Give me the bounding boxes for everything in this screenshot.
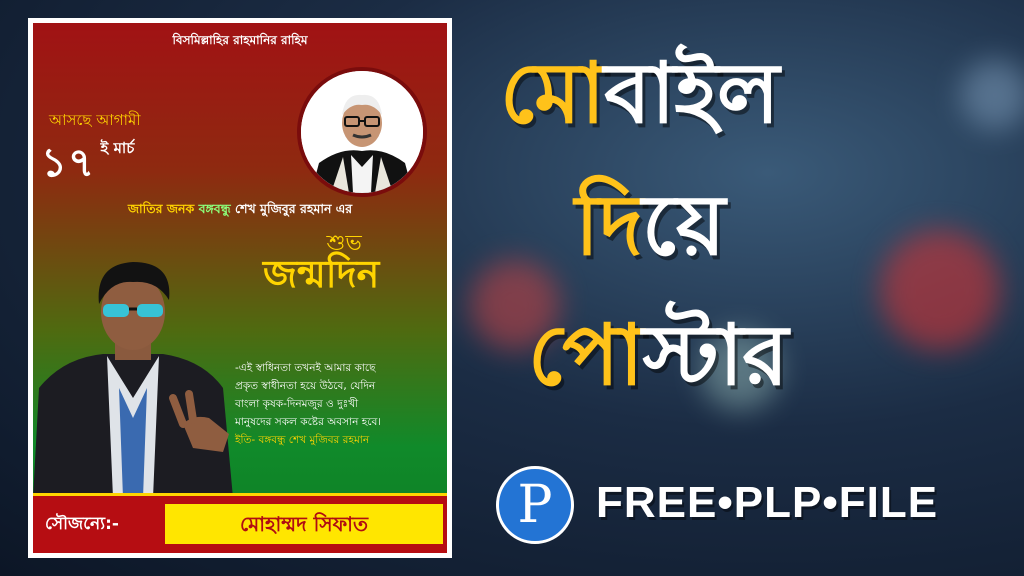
date-month: ই মার্চ	[100, 139, 135, 157]
event-date	[41, 131, 134, 198]
sponsor-footer	[33, 493, 447, 553]
headline-rest: য়ে	[642, 176, 725, 274]
sponsor-name: মোহাম্মদ সিফাত	[165, 504, 443, 544]
headline-accent: মো	[500, 44, 605, 142]
subho-text: শুভ	[326, 231, 362, 256]
quote-line: মানুষদের সকল কষ্টের অবসান হবে।	[235, 416, 382, 428]
pixellab-logo-icon	[496, 466, 574, 544]
quote-signature: ইতি- বঙ্গবন্ধু শেখ মুজিবর রহমান	[235, 434, 370, 446]
sponsor-label: সৌজন্যে:-	[45, 514, 119, 534]
headline-accent: পো	[528, 306, 643, 404]
portrait-icon	[301, 71, 423, 193]
background-bokeh	[960, 60, 1024, 130]
headline-line-1	[500, 28, 779, 169]
date-number: ১৭	[41, 140, 95, 186]
jatir-part-3: শেখ মুজিবুর রহমান এর	[235, 201, 353, 216]
background-bokeh	[880, 230, 1000, 350]
free-plp-file-text: FREE•PLP•FILE	[596, 478, 939, 527]
jatir-part-1: জাতির জনক	[127, 201, 199, 216]
logo-letter: P	[517, 475, 553, 535]
headline-rest: স্টার	[642, 306, 788, 404]
bismillah-text: বিসমিল্লাহির রাহমানির রাহিম	[172, 33, 308, 47]
headline-line-3	[528, 290, 787, 431]
headline-rest: বাইল	[604, 44, 779, 142]
quote-line: প্রকৃত স্বাধীনতা হয়ে উঠবে, যেদিন	[235, 380, 376, 392]
coming-text: আসছে আগামী	[49, 111, 141, 129]
boy-photo	[33, 238, 233, 498]
birthday-poster	[28, 18, 452, 558]
quote-block	[235, 359, 445, 449]
headline-line-2	[575, 160, 724, 301]
happy-birthday-calligraphy	[263, 231, 380, 296]
quote-line: বাংলা কৃষক-দিনমজুর ও দুঃখী	[235, 398, 359, 410]
jatir-part-2: বঙ্গবন্ধু	[198, 201, 236, 216]
quote-line: -এই স্বাধিনতা তখনই আমার কাছে	[235, 362, 376, 374]
headline-accent: দি	[575, 176, 643, 274]
jonmodin-text: জন্মদিন	[263, 251, 380, 296]
father-of-nation-line	[33, 201, 447, 221]
leader-portrait	[297, 67, 427, 197]
